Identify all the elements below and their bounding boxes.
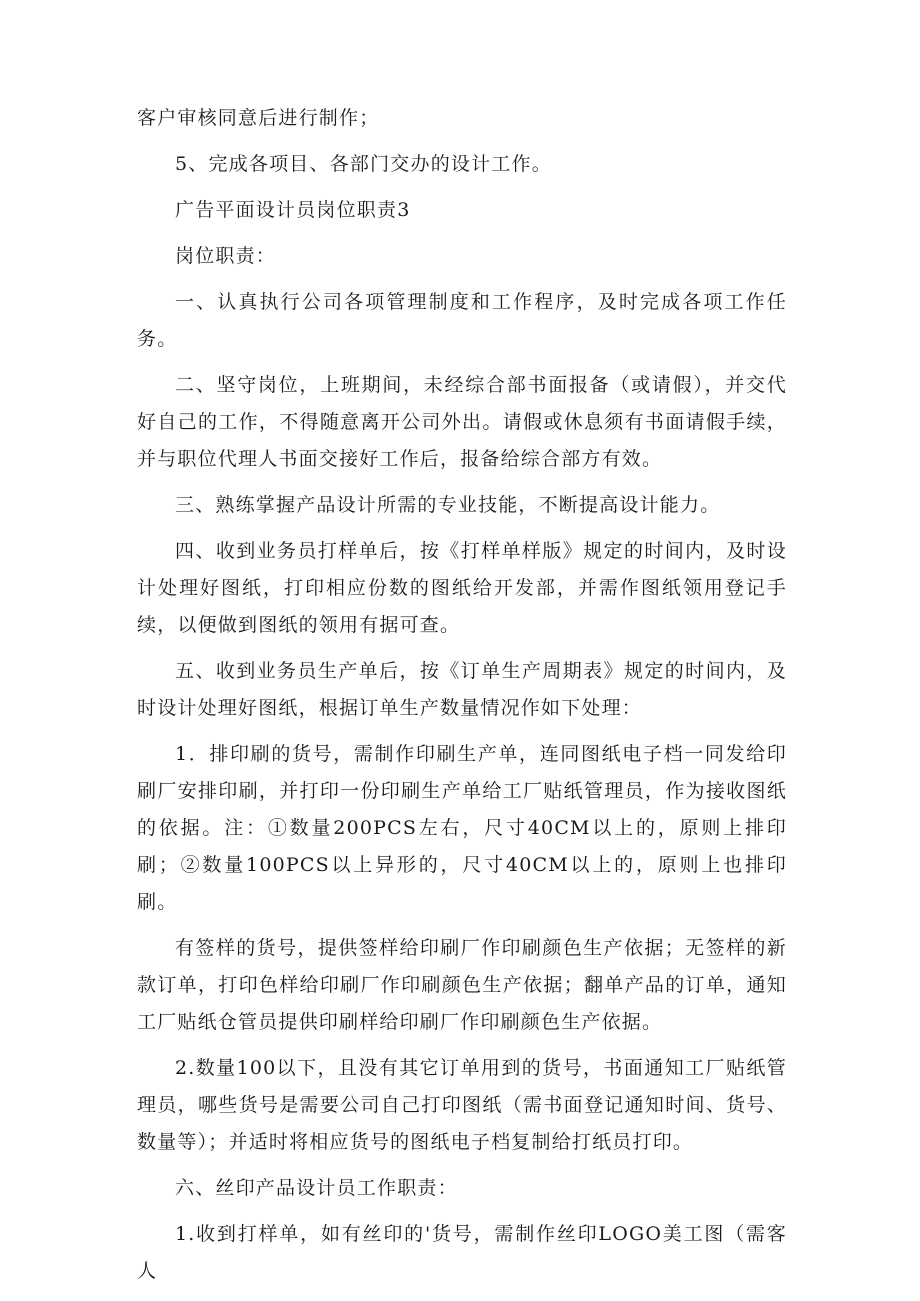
- paragraph-duty-5-item-2: 2.数量100以下，且没有其它订单用到的货号，书面通知工厂贴纸管理员，哪些货号是需要公司自己打印图纸（需书面登记通知时间、货号、数量等）；并适时将相应货号的图纸电子档复制给打纸员打印。: [137, 1057, 787, 1153]
- paragraph-duty-5-item-1: 1．排印刷的货号，需制作印刷生产单，连同图纸电子档一同发给印刷厂安排印刷，并打印一份印刷生产单给工厂贴纸管理员，作为接收图纸的依据。注：①数量200PCS左右，尺寸40CM以上的，原则上排印刷；②数量100PCS以上异形的，尺寸40CM以上的，原则上也排印刷。: [137, 743, 787, 913]
- paragraph-duty-1: 一、认真执行公司各项管理制度和工作程序，及时完成各项工作任务。: [137, 291, 787, 350]
- paragraph-1: 客户审核同意后进行制作；: [137, 107, 380, 129]
- paragraph-signed-sample: 有签样的货号，提供签样给印刷厂作印刷颜色生产依据；无签样的新款订单，打印色样给印刷厂作印刷颜色生产依据；翻单产品的订单，通知工厂贴纸仓管员提供印刷样给印刷厂作印刷颜色生产依据。: [137, 937, 787, 1033]
- paragraph-duty-5: 五、收到业务员生产单后，按《订单生产周期表》规定的时间内，及时设计处理好图纸，根据订单生产数量情况作如下处理：: [137, 660, 787, 719]
- section-heading: 广告平面设计员岗位职责3: [175, 199, 411, 221]
- paragraph-2: 5、完成各项目、各部门交办的设计工作。: [175, 153, 552, 175]
- paragraph-duty-4: 四、收到业务员打样单后，按《打样单样版》规定的时间内，及时设计处理好图纸，打印相应份数的图纸给开发部，并需作图纸领用登记手续，以便做到图纸的领用有据可查。: [137, 540, 787, 636]
- paragraph-duty-6: 六、丝印产品设计员工作职责：: [175, 1177, 458, 1199]
- paragraph-duty-2: 二、坚守岗位，上班期间，未经综合部书面报备（或请假），并交代好自己的工作，不得随意离开公司外出。请假或休息须有书面请假手续，并与职位代理人书面交接好工作后，报备给综合部方有效。: [137, 374, 787, 470]
- subheading-duties: 岗位职责：: [175, 245, 277, 267]
- paragraph-duty-3: 三、熟练掌握产品设计所需的专业技能，不断提高设计能力。: [175, 494, 721, 516]
- paragraph-duty-6-item-1: 1.收到打样单，如有丝印的'货号，需制作丝印LOGO美工图（需客人: [137, 1223, 787, 1282]
- document-body: [137, 100, 787, 1299]
